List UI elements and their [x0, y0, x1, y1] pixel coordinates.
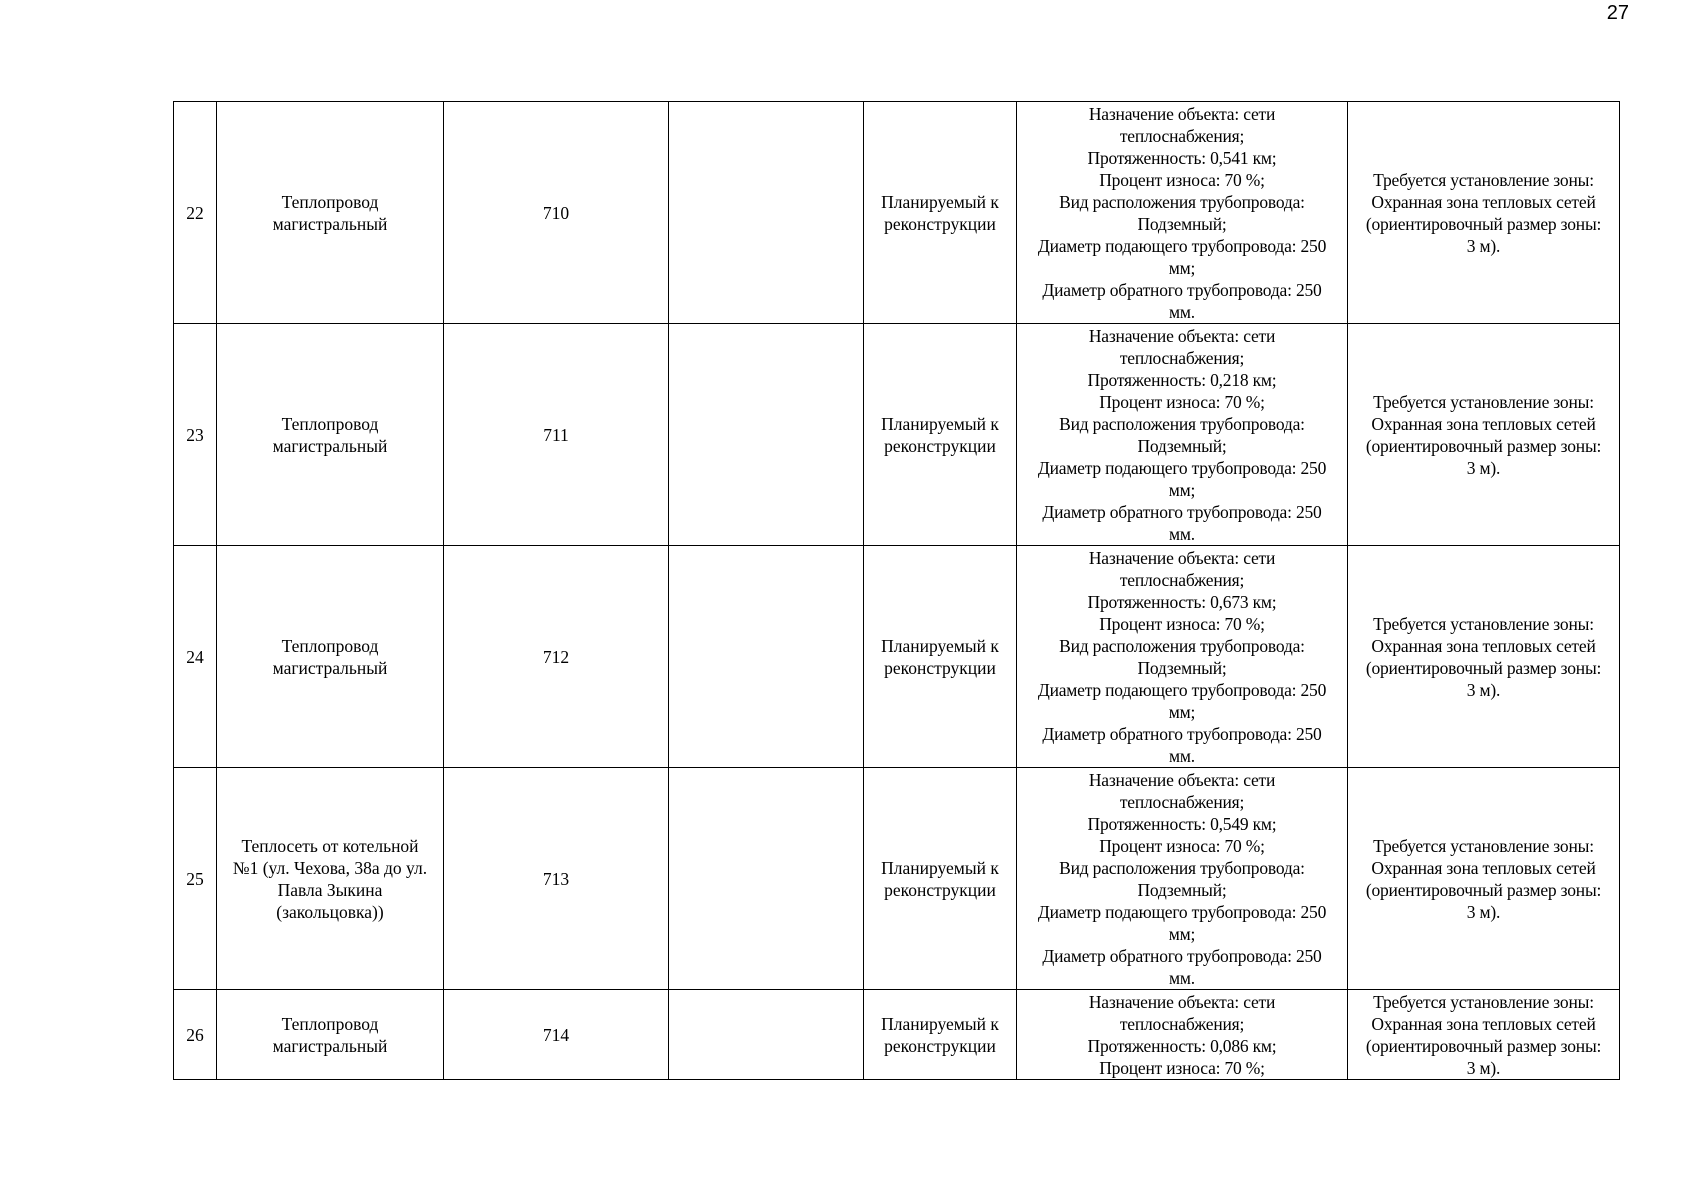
table-row — [174, 324, 1620, 546]
table-row — [174, 102, 1620, 324]
object-name-cell: Теплопровод магистральный — [217, 102, 444, 324]
object-code-cell: 710 — [444, 102, 669, 324]
status-cell: Планируемый к реконструкции — [864, 102, 1017, 324]
empty-cell — [669, 546, 864, 768]
status-cell: Планируемый к реконструкции — [864, 990, 1017, 1080]
page-number: 27 — [1606, 2, 1629, 24]
object-code-cell: 713 — [444, 768, 669, 990]
zone-cell: Требуется установление зоны: Охранная зона тепловых сетей (ориентировочный размер зоны: 3 м). — [1348, 768, 1620, 990]
object-name-cell: Теплопровод магистральный — [217, 546, 444, 768]
object-name-cell: Теплопровод магистральный — [217, 990, 444, 1080]
description-cell: Назначение объекта: сети теплоснабжения; Протяженность: 0,673 км; Процент износа: 70 %; Вид расположения трубопровода: Подземный; Диаметр подающего трубопровода: 250 мм; Диаметр обратного трубопровода: 250 мм. — [1017, 546, 1348, 768]
zone-cell: Требуется установление зоны: Охранная зона тепловых сетей (ориентировочный размер зоны: 3 м). — [1348, 990, 1620, 1080]
description-cell: Назначение объекта: сети теплоснабжения; Протяженность: 0,086 км; Процент износа: 70 %; — [1017, 990, 1348, 1080]
table-row — [174, 768, 1620, 990]
table-row — [174, 990, 1620, 1080]
description-cell: Назначение объекта: сети теплоснабжения; Протяженность: 0,541 км; Процент износа: 70 %; Вид расположения трубопровода: Подземный; Диаметр подающего трубопровода: 250 мм; Диаметр обратного трубопровода: 250 мм. — [1017, 102, 1348, 324]
empty-cell — [669, 102, 864, 324]
object-name-cell: Теплосеть от котельной №1 (ул. Чехова, 38а до ул. Павла Зыкина (закольцовка)) — [217, 768, 444, 990]
status-cell: Планируемый к реконструкции — [864, 546, 1017, 768]
row-number-cell: 23 — [174, 324, 217, 546]
empty-cell — [669, 990, 864, 1080]
status-cell: Планируемый к реконструкции — [864, 324, 1017, 546]
object-name-cell: Теплопровод магистральный — [217, 324, 444, 546]
object-code-cell: 712 — [444, 546, 669, 768]
zone-cell: Требуется установление зоны: Охранная зона тепловых сетей (ориентировочный размер зоны: 3 м). — [1348, 102, 1620, 324]
empty-cell — [669, 768, 864, 990]
zone-cell: Требуется установление зоны: Охранная зона тепловых сетей (ориентировочный размер зоны: 3 м). — [1348, 324, 1620, 546]
table-row — [174, 546, 1620, 768]
row-number-cell: 25 — [174, 768, 217, 990]
row-number-cell: 26 — [174, 990, 217, 1080]
object-code-cell: 711 — [444, 324, 669, 546]
description-cell: Назначение объекта: сети теплоснабжения; Протяженность: 0,218 км; Процент износа: 70 %; Вид расположения трубопровода: Подземный; Диаметр подающего трубопровода: 250 мм; Диаметр обратного трубопровода: 250 мм. — [1017, 324, 1348, 546]
objects-table — [173, 101, 1620, 1080]
row-number-cell: 24 — [174, 546, 217, 768]
zone-cell: Требуется установление зоны: Охранная зона тепловых сетей (ориентировочный размер зоны: 3 м). — [1348, 546, 1620, 768]
description-cell: Назначение объекта: сети теплоснабжения; Протяженность: 0,549 км; Процент износа: 70 %; Вид расположения трубопровода: Подземный; Диаметр подающего трубопровода: 250 мм; Диаметр обратного трубопровода: 250 мм. — [1017, 768, 1348, 990]
status-cell: Планируемый к реконструкции — [864, 768, 1017, 990]
object-code-cell: 714 — [444, 990, 669, 1080]
empty-cell — [669, 324, 864, 546]
row-number-cell: 22 — [174, 102, 217, 324]
